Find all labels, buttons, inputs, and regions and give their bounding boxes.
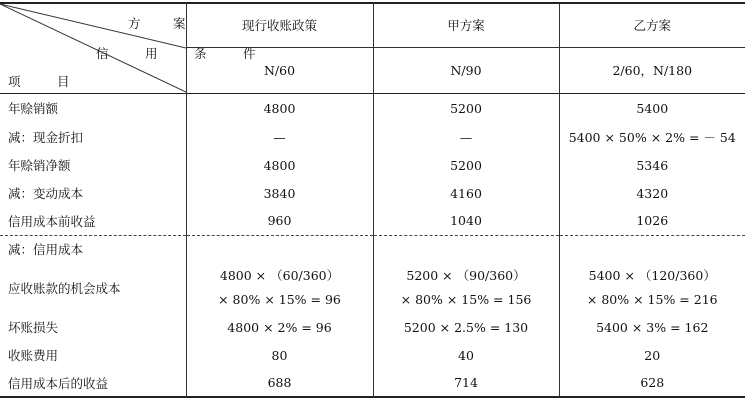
table-row (0, 341, 745, 369)
formula-line: × 80% × 15% = 216 (586, 292, 718, 307)
corner-label-credit-terms: 信 用 条 件 (96, 46, 268, 61)
table-row (0, 179, 745, 207)
table-cell (559, 263, 745, 313)
table-cell: 960 (186, 207, 373, 235)
table-row (0, 235, 745, 263)
formula-line: × 80% × 15% = 156 (400, 292, 532, 307)
row-label: 应收账款的机会成本 (8, 281, 121, 296)
terms-current-policy: N/60 (186, 47, 373, 93)
table-row (0, 123, 745, 151)
formula-line: 5200 × （90/360） (406, 268, 526, 283)
table-cell: 628 (559, 369, 745, 397)
table-cell: 3840 (186, 179, 373, 207)
table-row (0, 93, 745, 123)
table-cell: 5400 × 50% × 2% = － 54 (559, 123, 745, 151)
table-cell: — (373, 123, 559, 151)
row-label: 年赊销净额 (8, 158, 71, 173)
table-row (0, 263, 745, 313)
formula-line: × 80% × 15% = 96 (218, 292, 341, 307)
table-cell: — (186, 123, 373, 151)
corner-header-cell (0, 3, 268, 93)
table-row (0, 313, 745, 341)
table-cell (373, 235, 559, 263)
table-row (0, 151, 745, 179)
table-cell: 4800 (186, 151, 373, 179)
terms-plan-a: N/90 (373, 47, 559, 93)
table-cell (373, 263, 559, 313)
row-label: 信用成本后的收益 (0, 369, 186, 397)
section-label-credit-cost: 减：信用成本 (0, 235, 186, 263)
formula-line: 4800 × （60/360） (219, 268, 340, 283)
table-cell: 4800 × 2% = 96 (186, 313, 373, 341)
row-label: 减：现金折扣 (8, 130, 84, 145)
column-header-plan-a: 甲方案 (373, 3, 559, 47)
table-cell: 5200 (373, 151, 559, 179)
row-label: 减：变动成本 (8, 186, 84, 201)
table-cell (559, 235, 745, 263)
table-cell (186, 263, 373, 313)
table-cell: 688 (186, 369, 373, 397)
table-cell: 4160 (373, 179, 559, 207)
table-cell: 1040 (373, 207, 559, 235)
table-cell: 714 (373, 369, 559, 397)
table-cell: 5200 (373, 93, 559, 123)
table-row (0, 207, 745, 235)
table-cell: 40 (373, 341, 559, 369)
corner-label-item: 项 目 (8, 74, 82, 89)
row-label: 信用成本前收益 (8, 213, 96, 229)
table-cell: 4320 (559, 179, 745, 207)
table-cell: 5200 × 2.5% = 130 (373, 313, 559, 341)
terms-plan-b: 2/60，N/180 (559, 47, 745, 93)
table-cell (186, 235, 373, 263)
row-label: 年赊销额 (8, 101, 59, 117)
table-row (0, 369, 745, 397)
table-cell: 80 (186, 341, 373, 369)
row-label: 收账费用 (8, 348, 59, 363)
table-cell: 1026 (559, 207, 745, 235)
column-header-current-policy: 现行收账政策 (186, 3, 373, 47)
table-cell: 5400 (559, 93, 745, 123)
credit-policy-table (0, 2, 745, 398)
column-header-plan-b: 乙方案 (559, 3, 745, 47)
formula-line: 5400 × （120/360） (588, 268, 716, 283)
table-cell: 5346 (559, 151, 745, 179)
header-row-plans (0, 3, 745, 47)
row-label: 坏账损失 (8, 320, 59, 335)
table-cell: 20 (559, 341, 745, 369)
corner-label-plan: 方 案 (128, 16, 196, 31)
table-cell: 5400 × 3% = 162 (559, 313, 745, 341)
table-cell: 4800 (186, 93, 373, 123)
